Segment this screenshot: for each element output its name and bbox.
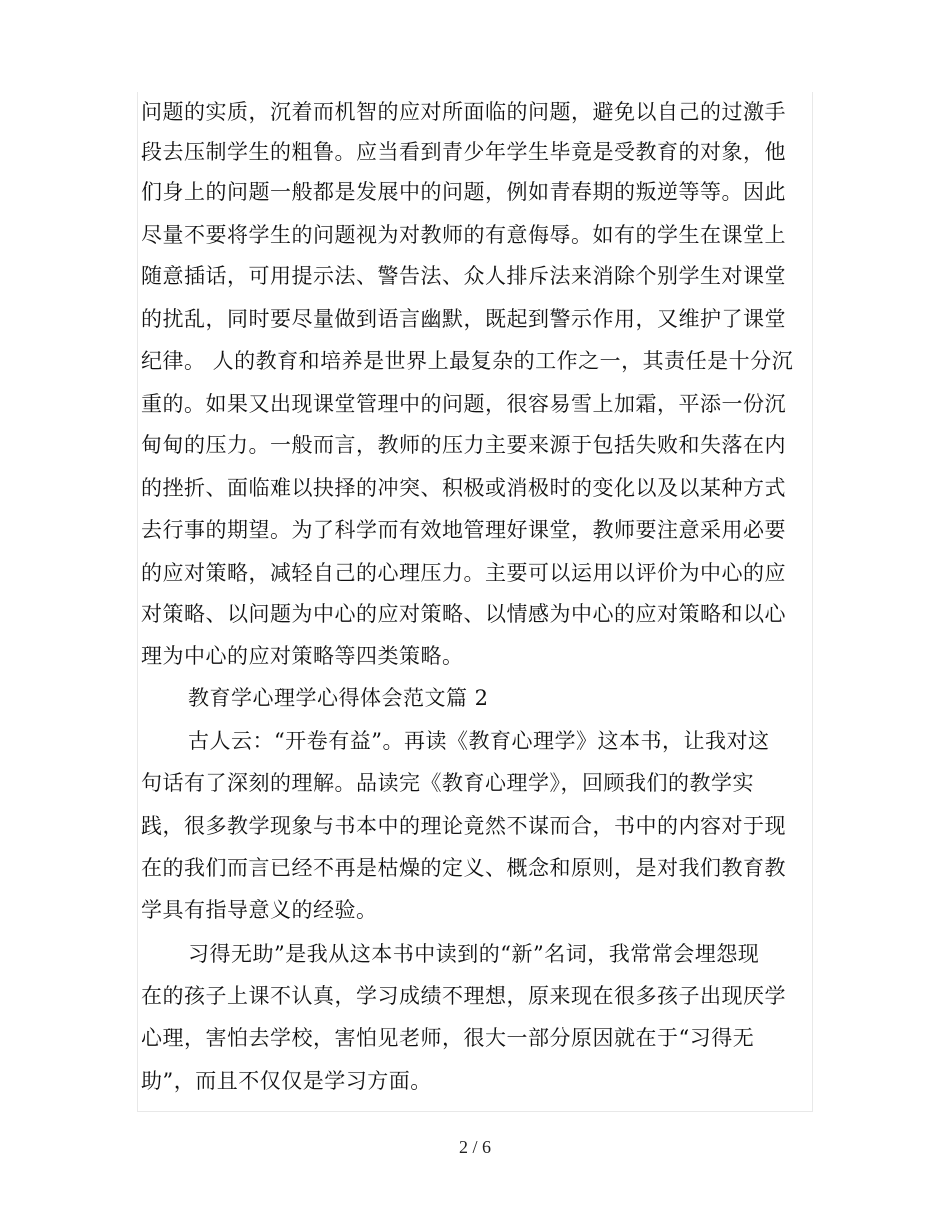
paragraph-line: 们身上的问题一般都是发展中的问题，例如青春期的叛逆等等。因此 [141,180,786,204]
paragraph-line: 在的孩子上课不认真，学习成绩不理想，原来现在很多孩子出现厌学 [141,984,786,1008]
paragraph-line: 在的我们而言已经不再是枯燥的定义、概念和原则，是对我们教育教 [141,856,786,880]
paragraph-line: 段去压制学生的粗鲁。应当看到青少年学生毕竟是受教育的对象，他 [141,140,786,164]
paragraph-line: 的扰乱，同时要尽量做到语言幽默，既起到警示作用，又维护了课堂 [141,307,786,331]
section-heading: 教育学心理学心得体会范文篇 2 [188,686,489,710]
paragraph-line: 学具有指导意义的经验。 [141,898,378,922]
paragraph-line: 甸甸的压力。一般而言，教师的压力主要来源于包括失败和失落在内 [141,433,786,457]
page-number: 2 / 6 [458,1137,491,1157]
paragraph-line: 随意插话，可用提示法、警告法、众人排斥法来消除个别学生对课堂 [141,264,786,288]
paragraph-line: 句话有了深刻的理解。品读完《教育心理学》，回顾我们的教学实 [141,771,754,795]
paragraph-line: 的应对策略，减轻自己的心理压力。主要可以运用以评价为中心的应 [141,561,786,585]
paragraph-line: 践，很多教学现象与书本中的理论竟然不谋而合，书中的内容对于现 [141,814,786,838]
paragraph-line: 问题的实质，沉着而机智的应对所面临的问题，避免以自己的过激手 [141,100,786,124]
paragraph-line: 古人云：“开卷有益”。再读《教育心理学》这本书，让我对这 [188,729,770,753]
paragraph-line: 尽量不要将学生的问题视为对教师的有意侮辱。如有的学生在课堂上 [141,223,786,247]
paragraph-line: 去行事的期望。为了科学而有效地管理好课堂，教师要注意采用必要 [141,518,786,542]
paragraph-line: 纪律。 人的教育和培养是世界上最复杂的工作之一，其责任是十分沉 [141,349,794,373]
paragraph-line: 助”，而且不仅仅是学习方面。 [141,1069,432,1093]
paragraph-line: 重的。如果又出现课堂管理中的问题，很容易雪上加霜，平添一份沉 [141,392,786,416]
paragraph-line: 对策略、以问题为中心的应对策略、以情感为中心的应对策略和以心 [141,602,786,626]
paragraph-line: 的挫折、面临难以抉择的冲突、积极或消极时的变化以及以某种方式 [141,476,786,500]
paragraph-line: 理为中心的应对策略等四类策略。 [141,644,464,668]
paragraph-line: 习得无助”是我从这本书中读到的“新”名词，我常常会埋怨现 [188,942,760,966]
paragraph-line: 心理，害怕去学校，害怕见老师，很大一部分原因就在于“习得无 [141,1026,755,1050]
